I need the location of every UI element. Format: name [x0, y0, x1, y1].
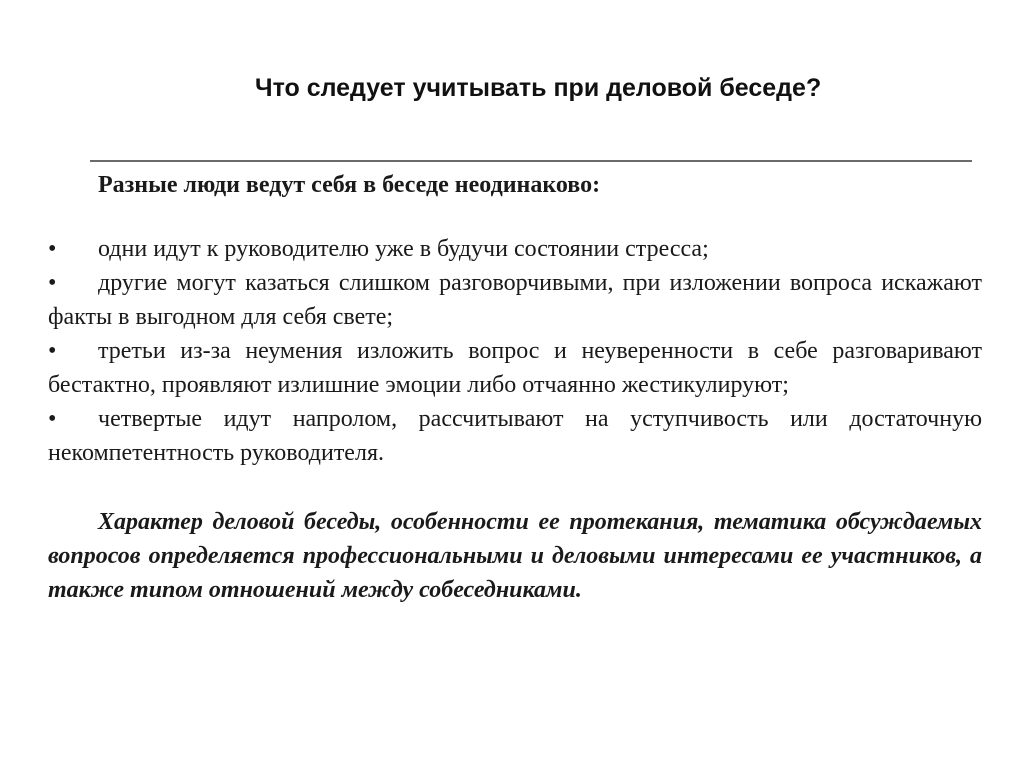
bullet-icon: •: [48, 338, 57, 364]
list-item: [48, 232, 982, 266]
slide-title: Что следует учитывать при деловой беседе?: [255, 74, 822, 102]
lead-paragraph: Разные люди ведут себя в беседе неодинаково:: [98, 172, 601, 198]
conclusion-paragraph: Характер деловой беседы, особенности ее протекания, тематика обсуждаемых вопросов определяется профессиональными и деловыми интересами ее участников, а также типом отношений между собеседниками.: [48, 509, 982, 603]
list-item: [48, 266, 982, 334]
bullet-list: [48, 232, 982, 470]
list-item-text: третьи из-за неумения изложить вопрос и неуверенности в себе разговаривают бестактно, проявляют излишние эмоции либо отчаянно жестикулируют;: [48, 338, 982, 398]
slide-body: [48, 165, 982, 607]
list-item: [48, 334, 982, 402]
list-item: [48, 402, 982, 470]
bullet-icon: •: [48, 406, 57, 432]
list-item-text: одни идут к руководителю уже в будучи состоянии стресса;: [98, 236, 709, 262]
bullet-icon: •: [48, 270, 57, 296]
title-divider: [90, 160, 972, 162]
list-item-text: другие могут казаться слишком разговорчивыми, при изложении вопроса искажают факты в выгодном для себя свете;: [48, 270, 982, 330]
list-item-text: четвертые идут напролом, рассчитывают на уступчивость или достаточную некомпетентность руководителя.: [48, 406, 982, 466]
bullet-icon: •: [48, 236, 57, 262]
